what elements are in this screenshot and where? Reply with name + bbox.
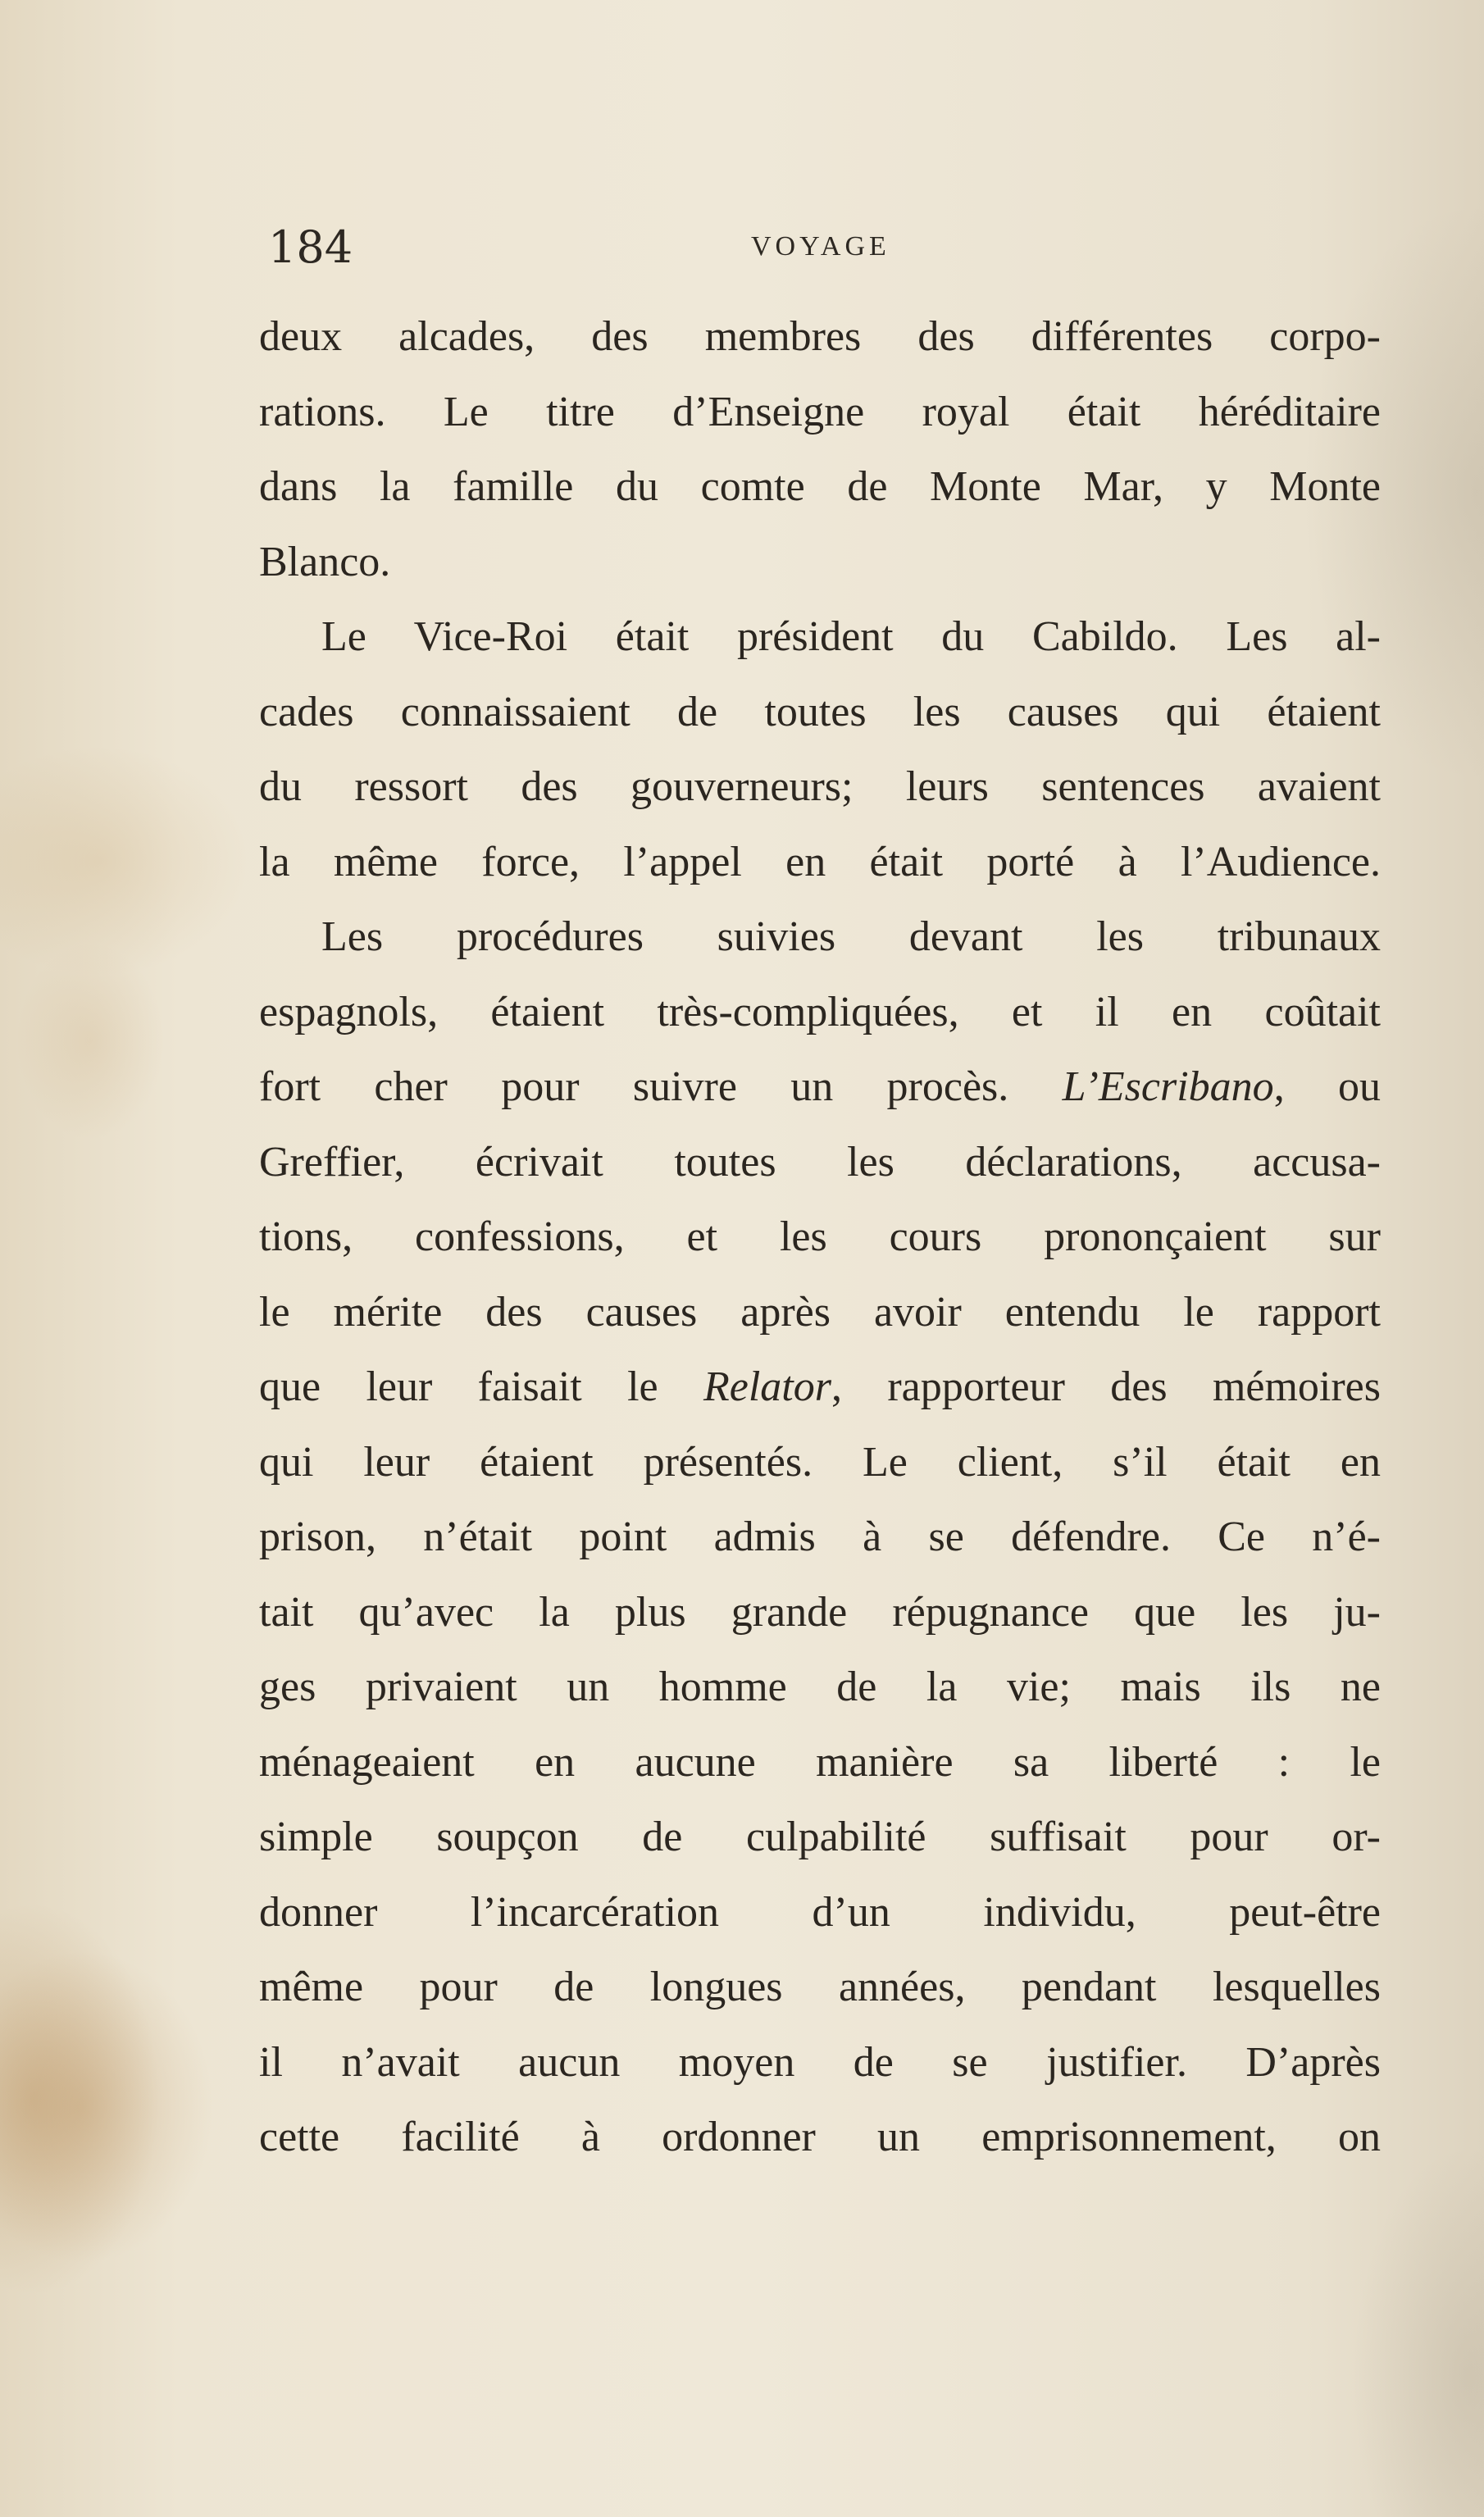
running-head <box>0 215 1484 280</box>
line-segment: que leur faisait le <box>259 1363 703 1410</box>
line-segment: , ou <box>1273 1063 1382 1110</box>
text-line: dans la famille du comte de Monte Mar, y Monte <box>259 463 1381 510</box>
italic-term: Relator <box>703 1363 831 1410</box>
line-segment: fort cher pour suivre un procès. <box>259 1063 1063 1110</box>
paper-stain <box>0 1951 213 2263</box>
text-line: simple soupçon de culpabilité suffisait pour or- <box>259 1814 1381 1860</box>
text-line: tions, confessions, et les cours prononçaient sur <box>259 1213 1381 1260</box>
text-line: qui leur étaient présentés. Le client, s’il était en <box>259 1438 1381 1486</box>
line-segment: , rapporteur des mémoires <box>831 1363 1381 1410</box>
italic-term: L’Escribano <box>1062 1063 1274 1110</box>
text-line: le mérite des causes après avoir entendu le rapport <box>259 1288 1381 1336</box>
text-line-with-italic <box>259 1049 1381 1125</box>
text-line: cette facilité à ordonner un emprisonnement, on <box>259 2114 1381 2160</box>
text-line: cades connaissaient de toutes les causes qui étaient <box>259 688 1381 735</box>
text-line: la même force, l’appel en était porté à l’Audience. <box>259 838 1381 885</box>
text-line: espagnols, étaient très-compliquées, et il en coûtait <box>259 988 1381 1035</box>
text-line: Les procédures suivies devant les tribunaux <box>321 913 1381 960</box>
text-line-with-italic <box>259 1350 1381 1425</box>
text-line: ges privaient un homme de la vie; mais ils ne <box>259 1664 1381 1710</box>
text-line: tait qu’avec la plus grande répugnance que les ju- <box>259 1588 1381 1636</box>
text-line: il n’avait aucun moyen de se justifier. D’après <box>259 2038 1381 2086</box>
text-line: ménageaient en aucune manière sa liberté : le <box>259 1738 1381 1786</box>
text-line: rations. Le titre d’Enseigne royal était héréditaire <box>259 388 1381 435</box>
text-line: prison, n’était point admis à se défendre. Ce n’é- <box>259 1513 1381 1560</box>
running-title: VOYAGE <box>751 231 890 262</box>
text-line: Blanco. <box>259 538 391 585</box>
text-line: même pour de longues années, pendant lesquelles <box>259 1964 1381 2010</box>
text-line: deux alcades, des membres des différentes corpo- <box>259 313 1381 360</box>
text-line: Greffier, écrivait toutes les déclarations, accusa- <box>259 1138 1381 1186</box>
text-line: du ressort des gouverneurs; leurs sentences avaient <box>259 763 1381 810</box>
paper-stain <box>16 943 164 1140</box>
text-line: Le Vice-Roi était président du Cabildo. Les al- <box>321 613 1381 660</box>
page-number: 184 <box>268 221 353 273</box>
text-line: donner l’incarcération d’un individu, peut-être <box>259 1888 1381 1936</box>
body-text <box>259 299 1381 2175</box>
